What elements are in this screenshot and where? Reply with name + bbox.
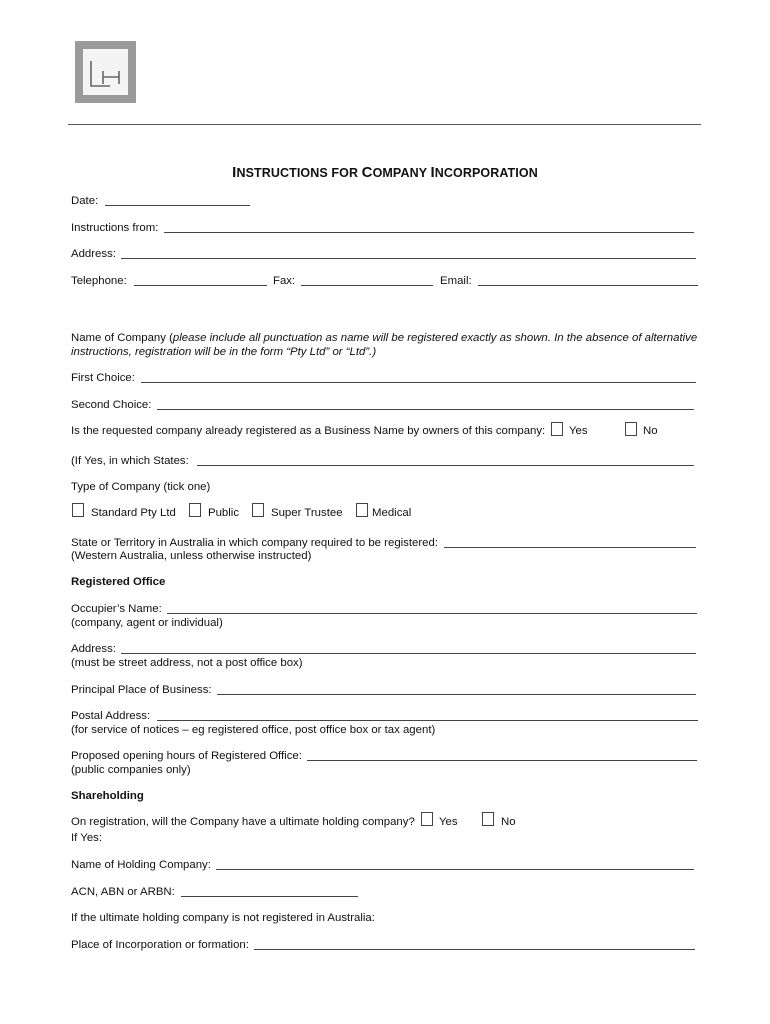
name-of-company-lead: Name of Company ( [71, 332, 173, 344]
state-note: (Western Australia, unless otherwise instructed) [71, 550, 312, 562]
office-address-note: (must be street address, not a post office box) [71, 657, 303, 669]
business-name-no-checkbox[interactable] [625, 422, 637, 436]
title-part: NSTRUCTIONS FOR [236, 166, 362, 180]
business-name-no-label: No [643, 425, 658, 437]
super-trustee-checkbox[interactable] [252, 503, 264, 517]
postal-address-field[interactable] [157, 720, 698, 721]
standard-pty-ltd-checkbox[interactable] [72, 503, 84, 517]
lh-monogram-icon [83, 49, 128, 95]
name-of-company-label [71, 332, 697, 344]
medical-checkbox[interactable] [356, 503, 368, 517]
opening-hours-label: Proposed opening hours of Registered Office: [71, 750, 302, 762]
standard-pty-ltd-label: Standard Pty Ltd [91, 507, 176, 519]
registered-office-heading: Registered Office [71, 576, 166, 588]
opening-hours-note: (public companies only) [71, 764, 191, 776]
principal-place-field[interactable] [217, 694, 696, 695]
fax-field[interactable] [301, 285, 433, 286]
email-label: Email: [440, 275, 472, 287]
state-label: State or Territory in Australia in which company required to be registered: [71, 537, 439, 549]
name-of-company-note: please include all punctuation as name will be registered exactly as shown. In the absence of alternative [172, 332, 698, 344]
occupier-field[interactable] [167, 613, 697, 614]
company-type-label: Type of Company (tick one) [71, 481, 211, 493]
second-choice-field[interactable] [157, 409, 694, 410]
office-address-field[interactable] [121, 653, 696, 654]
title-initial: I [430, 164, 435, 181]
postal-address-label: Postal Address: [71, 710, 151, 722]
date-label: Date: [71, 195, 99, 207]
holding-no-checkbox[interactable] [482, 812, 494, 826]
first-choice-label: First Choice: [71, 372, 135, 384]
public-checkbox[interactable] [189, 503, 201, 517]
holding-yes-checkbox[interactable] [421, 812, 433, 826]
acn-field[interactable] [181, 896, 358, 897]
name-of-company-note-2: instructions, registration will be in the form “Pty Ltd” or “Ltd”.) [71, 346, 377, 358]
principal-place-label: Principal Place of Business: [71, 684, 212, 696]
occupier-note: (company, agent or individual) [71, 617, 223, 629]
state-field[interactable] [444, 547, 696, 548]
holding-name-field[interactable] [216, 869, 694, 870]
address-label: Address: [71, 248, 116, 260]
business-name-yes-label: Yes [569, 425, 588, 437]
title-part: OMPANY [372, 166, 431, 180]
business-name-yes-checkbox[interactable] [551, 422, 563, 436]
super-trustee-label: Super Trustee [271, 507, 343, 519]
if-yes-label: If Yes: [71, 832, 103, 844]
acn-label: ACN, ABN or ARBN: [71, 886, 175, 898]
address-field[interactable] [121, 258, 696, 259]
holding-name-label: Name of Holding Company: [71, 859, 211, 871]
place-of-incorporation-label: Place of Incorporation or formation: [71, 939, 249, 951]
telephone-field[interactable] [134, 285, 267, 286]
business-name-question: Is the requested company already registered as a Business Name by owners of this company: [71, 425, 546, 437]
instructions-from-label: Instructions from: [71, 222, 159, 234]
place-of-incorporation-field[interactable] [254, 949, 695, 950]
title-part: NCORPORATION [434, 166, 538, 180]
company-logo [75, 41, 136, 103]
logo-mark [83, 49, 128, 95]
opening-hours-field[interactable] [307, 760, 697, 761]
holding-yes-label: Yes [439, 816, 458, 828]
if-yes-states-label: (If Yes, in which States: [71, 455, 189, 467]
holding-company-question: On registration, will the Company have a ultimate holding company? [71, 816, 415, 828]
date-field[interactable] [105, 205, 250, 206]
not-registered-label: If the ultimate holding company is not registered in Australia: [71, 912, 375, 924]
fax-label: Fax: [273, 275, 296, 287]
telephone-label: Telephone: [71, 275, 127, 287]
postal-address-note: (for service of notices – eg registered office, post office box or tax agent) [71, 724, 436, 736]
occupier-label: Occupier’s Name: [71, 603, 162, 615]
instructions-from-field[interactable] [164, 232, 694, 233]
header-divider [68, 124, 701, 125]
holding-no-label: No [501, 816, 516, 828]
office-address-label: Address: [71, 643, 116, 655]
shareholding-heading: Shareholding [71, 790, 144, 802]
if-yes-states-field[interactable] [197, 465, 694, 466]
medical-label: Medical [372, 507, 412, 519]
email-field[interactable] [478, 285, 698, 286]
public-label: Public [208, 507, 240, 519]
title-initial: I [232, 164, 237, 181]
page-title [0, 164, 770, 181]
second-choice-label: Second Choice: [71, 399, 152, 411]
title-initial: C [361, 164, 373, 181]
first-choice-field[interactable] [141, 382, 696, 383]
